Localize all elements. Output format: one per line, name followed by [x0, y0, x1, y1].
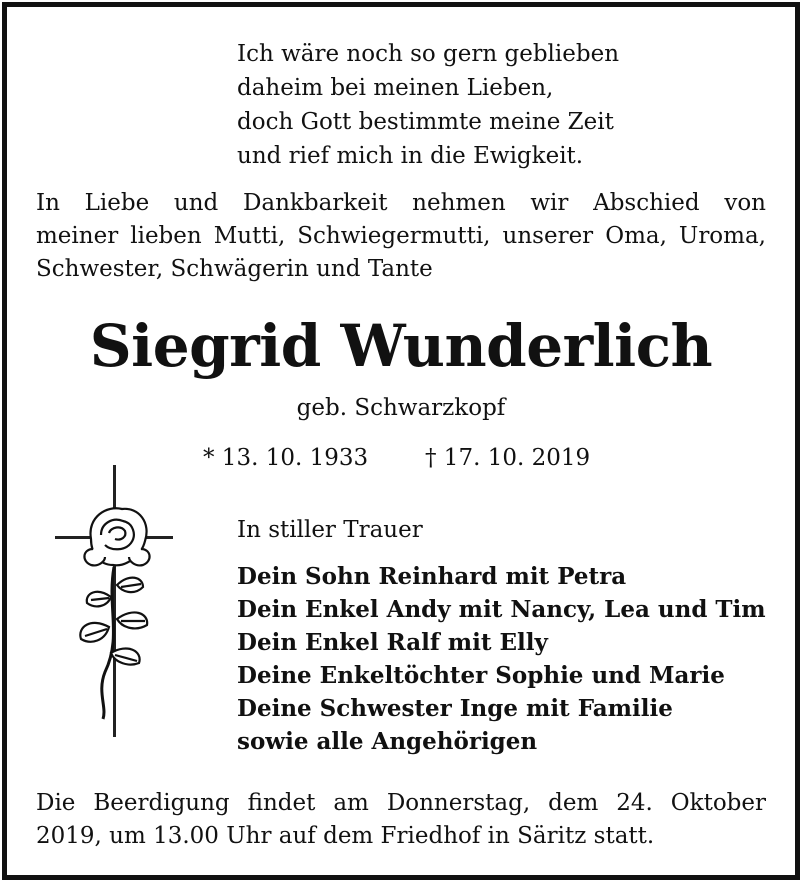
obituary-notice — [2, 2, 800, 880]
funeral-info — [36, 787, 766, 853]
death-date: † 17. 10. 2019 — [425, 445, 591, 471]
poem-line: doch Gott bestimmte meine Zeit — [237, 109, 614, 135]
funeral-line: 2019, um 13.00 Uhr auf dem Friedhof in Säritz statt. — [36, 823, 655, 849]
poem — [237, 37, 619, 173]
intro-text — [36, 187, 766, 286]
poem-line: und rief mich in die Ewigkeit. — [237, 143, 584, 169]
mourning-label: In stiller Trauer — [237, 517, 423, 543]
mourner: Deine Schwester Inge mit Familie — [237, 695, 673, 722]
mourner: Deine Enkeltöchter Sophie und Marie — [237, 662, 725, 689]
mourner: Dein Enkel Ralf mit Elly — [237, 629, 548, 656]
mourner: Dein Sohn Reinhard mit Petra — [237, 563, 627, 590]
poem-line: Ich wäre noch so gern geblieben — [237, 41, 620, 67]
poem-line: daheim bei meinen Lieben, — [237, 75, 554, 101]
intro-line: Schwester, Schwägerin und Tante — [36, 256, 433, 282]
deceased-name: Siegrid Wunderlich — [89, 312, 713, 380]
mourner: Dein Enkel Andy mit Nancy, Lea und Tim — [237, 596, 766, 623]
cross-with-rose-icon — [47, 457, 177, 747]
funeral-line: Die Beerdigung findet am Donnerstag, dem 24. Oktober — [36, 790, 766, 816]
intro-line: meiner lieben Mutti, Schwiegermutti, unserer Oma, Uroma, — [36, 223, 766, 249]
maiden-name: geb. Schwarzkopf — [296, 395, 506, 421]
intro-line: In Liebe und Dankbarkeit nehmen wir Abschied von — [36, 190, 766, 216]
birth-date: * 13. 10. 1933 — [203, 445, 369, 471]
mourners-list — [237, 560, 766, 758]
mourner: sowie alle Angehörigen — [237, 728, 538, 755]
